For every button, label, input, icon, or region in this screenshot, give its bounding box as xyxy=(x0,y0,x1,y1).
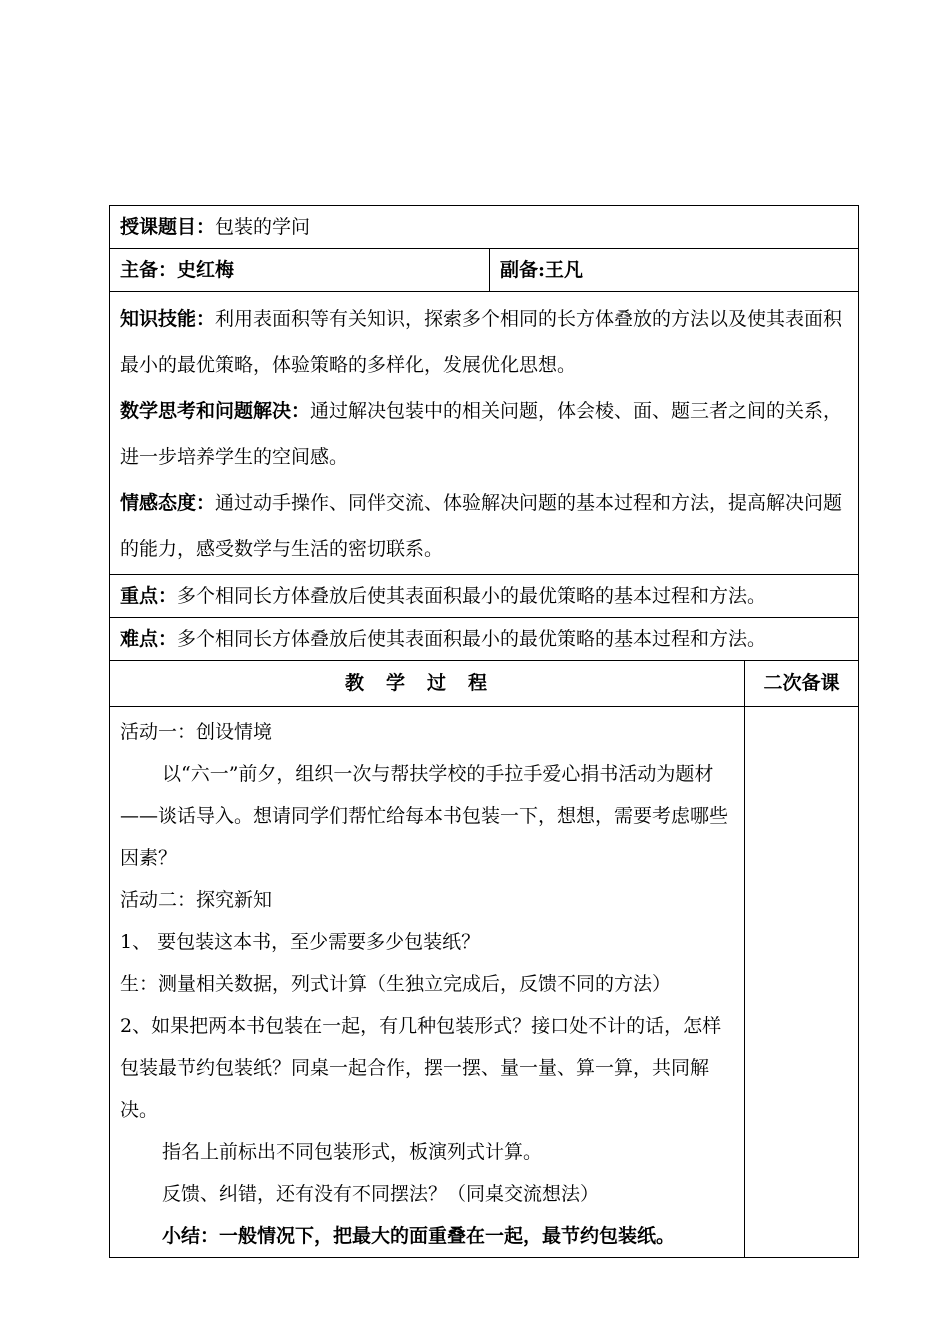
difficult-point-row xyxy=(110,618,859,661)
activity-one-title: 活动一：创设情境 xyxy=(120,721,273,743)
preparers-row xyxy=(110,249,859,292)
lesson-plan-table xyxy=(109,205,859,1258)
deputy-preparer-label: 副备: xyxy=(500,259,546,281)
key-point-label: 重点： xyxy=(120,585,178,607)
second-prep-heading: 二次备课 xyxy=(745,661,859,707)
main-preparer-cell xyxy=(110,249,490,292)
question-one: 1、 要包装这本书，至少需要多少包装纸？ xyxy=(120,931,481,953)
deputy-preparer-value: 王凡 xyxy=(545,259,584,281)
key-point-cell xyxy=(110,575,859,618)
summary-line: 小结：一般情况下，把最大的面重叠在一起，最节约包装纸。 xyxy=(162,1225,676,1247)
topic-cell xyxy=(110,206,859,249)
attitude-text: 通过动手操作、同伴交流、体验解决问题的基本过程和方法，提高解决问题的能力，感受数学与生活的密切联系。 xyxy=(120,492,843,560)
difficult-point-label: 难点： xyxy=(120,628,178,650)
main-preparer-value: 史红梅 xyxy=(177,259,235,281)
second-prep-cell xyxy=(745,707,859,1258)
teaching-process-heading: 教学过程 xyxy=(110,661,745,707)
topic-label: 授课题目： xyxy=(120,216,216,238)
knowledge-objective xyxy=(120,296,848,388)
main-preparer-label: 主备： xyxy=(120,259,178,281)
feedback-line: 反馈、纠错，还有没有不同摆法？（同桌交流想法） xyxy=(162,1183,600,1205)
topic-row xyxy=(110,206,859,249)
activity-one-text: 以“六一”前夕，组织一次与帮扶学校的手拉手爱心捐书活动为题材——谈话导入。想请同学们帮忙给每本书包装一下，想想，需要考虑哪些因素？ xyxy=(120,763,729,869)
key-point-text: 多个相同长方体叠放后使其表面积最小的最优策略的基本过程和方法。 xyxy=(177,585,767,607)
difficult-point-text: 多个相同长方体叠放后使其表面积最小的最优策略的基本过程和方法。 xyxy=(177,628,767,650)
question-two: 2、如果把两本书包装在一起，有几种包装形式？接口处不计的话，怎样包装最节约包装纸？同桌一起合作，摆一摆、量一量、算一算，共同解决。 xyxy=(120,1015,722,1121)
lesson-plan-sheet xyxy=(109,205,858,1258)
thinking-text: 通过解决包装中的相关问题，体会棱、面、题三者之间的关系，进一步培养学生的空间感。 xyxy=(120,400,843,468)
activity-two-title: 活动二：探究新知 xyxy=(120,889,273,911)
process-header-row xyxy=(110,661,859,707)
thinking-objective xyxy=(120,388,848,480)
thinking-label: 数学思考和问题解决： xyxy=(120,400,311,422)
objectives-cell xyxy=(110,292,859,575)
difficult-point-cell xyxy=(110,618,859,661)
key-point-row xyxy=(110,575,859,618)
knowledge-text: 利用表面积等有关知识，探索多个相同的长方体叠放的方法以及使其表面积最小的最优策略，体验策略的多样化，发展优化思想。 xyxy=(120,308,843,376)
deputy-preparer-cell xyxy=(490,249,859,292)
attitude-label: 情感态度： xyxy=(120,492,216,514)
topic-value: 包装的学问 xyxy=(215,216,311,238)
knowledge-label: 知识技能： xyxy=(120,308,216,330)
board-demo-line: 指名上前标出不同包装形式，板演列式计算。 xyxy=(162,1141,543,1163)
objectives-row xyxy=(110,292,859,575)
attitude-objective xyxy=(120,480,848,572)
student-response: 生：测量相关数据，列式计算（生独立完成后，反馈不同的方法） xyxy=(120,973,672,995)
process-body-row xyxy=(110,707,859,1258)
process-content-cell xyxy=(110,707,745,1258)
